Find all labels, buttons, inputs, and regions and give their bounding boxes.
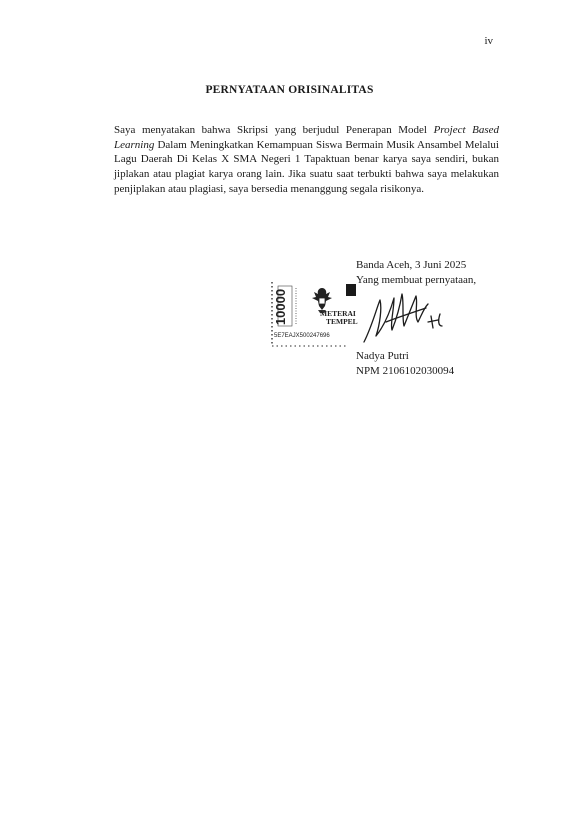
statement-paragraph [114,123,499,197]
handwritten-signature [364,294,442,342]
page-number: iv [484,35,493,47]
statement-text-1: Saya menyatakan bahwa Skripsi yang berjudul Penerapan Model [114,124,434,136]
svg-text:10000: 10000 [273,288,288,326]
signer-name: Nadya Putri [356,350,409,362]
stamp-serial: 5E7EAJX500247696 [274,333,330,339]
stamp-label-1: METERAI [320,309,356,318]
meterai-stamp [268,280,453,352]
page-title: PERNYATAAN ORISINALITAS [205,84,374,96]
statement-text-2: Dalam Meningkatkan Kemampuan Siswa Bermain Musik Ansambel Melalui Lagu Daerah Di Kelas X SMA Negeri 1 Tapaktuan benar karya saya sendiri, bukan jiplakan atau plagiat karya orang lain. Jika suatu saat terbukti bahwa saya melakukan penjiplakan atau plagiasi, saya bersedia menanggung segala risikonya. [114,138,499,195]
statement-italic-title: Project Based Learning [114,124,499,151]
stamp-value [273,286,292,326]
stamp-label-2: TEMPEL [326,317,358,326]
signer-block [356,349,454,378]
hologram-square [346,284,356,296]
place-date: Banda Aceh, 3 Juni 2025 [356,259,467,271]
maker-label: Yang membuat pernyataan, [356,273,477,286]
signer-npm: NPM 2106102030094 [356,364,455,377]
